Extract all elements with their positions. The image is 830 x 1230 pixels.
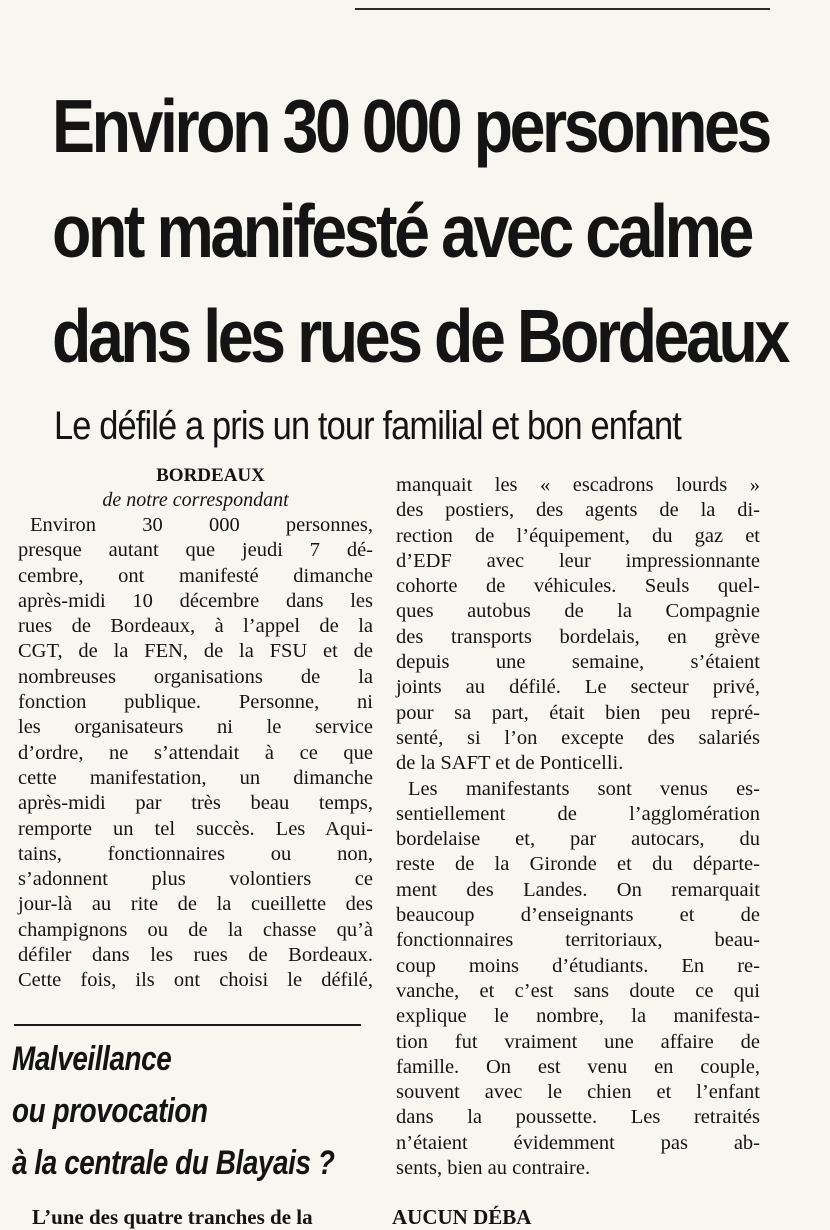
text-line: tion fut vraiment une affaire de: [396, 1030, 760, 1053]
sidebar-headline-line: Malveillance: [12, 1040, 172, 1078]
cut-off-text-right: AUCUN DÉBA: [392, 1205, 532, 1229]
headline-line: Environ 30 000 personnes: [52, 84, 769, 168]
text-line: après-midi 10 décembre dans les: [18, 589, 373, 612]
text-line: remporte un tel succès. Les Aqui-: [18, 817, 373, 840]
text-line: cette manifestation, un dimanche: [18, 766, 373, 789]
text-line: n’étaient évidemment pas ab-: [396, 1131, 760, 1154]
text-line: de la SAFT et de Ponticelli.: [396, 752, 624, 775]
text-line: rection de l’équipement, du gaz et: [396, 524, 760, 547]
article-column-left: [18, 464, 373, 994]
text-line: défiler dans les rues de Bordeaux.: [18, 944, 373, 967]
text-line: après-midi par très beau temps,: [18, 792, 373, 815]
text-line: les organisateurs ni le service: [18, 716, 373, 739]
dateline: BORDEAUX: [156, 465, 265, 486]
sidebar-headline-line: ou provocation: [12, 1092, 208, 1130]
text-line: Les manifestants sont venus es-: [408, 777, 760, 800]
headline: [52, 74, 787, 389]
text-line: coup moins d’étudiants. En re-: [396, 954, 760, 977]
text-line: presque autant que jeudi 7 dé-: [18, 539, 373, 562]
text-line: explique le nombre, la manifesta-: [396, 1005, 760, 1028]
text-line: depuis une semaine, s’étaient: [396, 651, 760, 674]
text-line: ment des Landes. On remarquait: [396, 878, 760, 901]
text-line: vanche, et c’est sans doute ce qui: [396, 979, 760, 1002]
text-line: ques autobus de la Compagnie: [396, 600, 760, 623]
headline-line: ont manifesté avec calme: [52, 189, 751, 273]
text-line: Environ 30 000 personnes,: [30, 514, 373, 536]
text-line: champignons ou de la chasse qu’à: [18, 918, 373, 941]
text-line: manquait les « escadrons lourds »: [396, 474, 760, 496]
subheadline: Le défilé a pris un tour familial et bon enfant: [54, 404, 681, 448]
text-line: cohorte de véhicules. Seuls quel-: [396, 575, 760, 598]
text-line: rues de Bordeaux, à l’appel de la: [18, 615, 373, 638]
text-line: pour sa part, était bien peu repré-: [396, 701, 760, 724]
text-line: dans la poussette. Les retraités: [396, 1106, 760, 1129]
article-column-right: [396, 473, 760, 1181]
headline-line: dans les rues de Bordeaux: [52, 294, 787, 378]
text-line: fonction publique. Personne, ni: [18, 691, 373, 714]
text-line: tains, fonctionnaires ou non,: [18, 842, 373, 865]
text-line: nombreuses organisations de la: [18, 665, 373, 688]
sidebar-headline: [12, 1033, 335, 1189]
cut-off-text-left: L’une des quatre tranches de la: [32, 1205, 313, 1229]
top-rule: [355, 8, 770, 10]
text-line: des transports bordelais, en grève: [396, 625, 760, 648]
text-line: s’adonnent plus volontiers ce: [18, 868, 373, 891]
text-line: famille. On est venu en couple,: [396, 1055, 760, 1078]
text-line: reste de la Gironde et du départe-: [396, 853, 760, 876]
sidebar-headline-line: à la centrale du Blayais ?: [12, 1144, 335, 1182]
text-line: senté, si l’on excepte des salariés: [396, 726, 760, 749]
section-divider: [14, 1024, 361, 1026]
text-line: joints au défilé. Le secteur privé,: [396, 676, 760, 699]
text-line: d’EDF avec leur impressionnante: [396, 549, 760, 572]
text-line: beaucoup d’enseignants et de: [396, 904, 760, 927]
text-line: sents, bien au contraire.: [396, 1157, 591, 1180]
text-line: souvent avec le chien et l’enfant: [396, 1081, 760, 1104]
text-line: Cette fois, ils ont choisi le défilé,: [18, 969, 373, 992]
text-line: CGT, de la FEN, de la FSU et de: [18, 640, 373, 663]
text-line: jour-là au rite de la cueillette des: [18, 893, 373, 916]
text-line: fonctionnaires territoriaux, beau-: [396, 929, 760, 952]
text-line: bordelaise et, par autocars, du: [396, 828, 760, 851]
text-line: d’ordre, ne s’attendait à ce que: [18, 741, 373, 764]
byline: de notre correspondant: [102, 489, 289, 511]
text-line: sentiellement de l’agglomération: [396, 802, 760, 825]
text-line: des postiers, des agents de la di-: [396, 499, 760, 522]
text-line: cembre, ont manifesté dimanche: [18, 564, 373, 587]
